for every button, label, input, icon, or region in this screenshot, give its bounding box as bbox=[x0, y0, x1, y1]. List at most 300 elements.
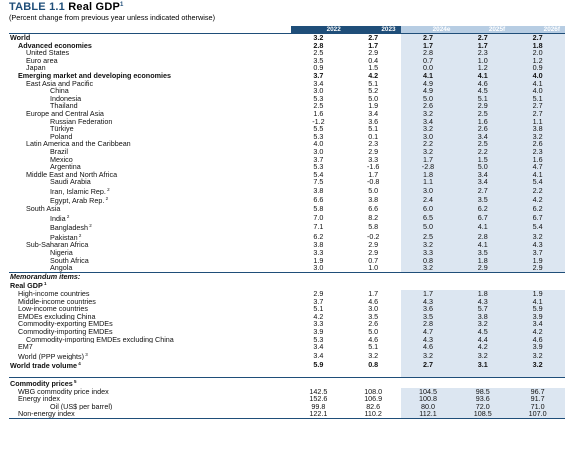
value-cell: 4.6 bbox=[368, 297, 379, 306]
table-row bbox=[9, 213, 565, 223]
value-cell: 5.9 bbox=[313, 360, 324, 370]
row-label bbox=[9, 34, 291, 42]
value-cell: 6.0 bbox=[401, 205, 456, 213]
value-cell: 4.1 bbox=[510, 298, 565, 306]
value-cell: 2.6 bbox=[455, 125, 510, 133]
table-row bbox=[9, 351, 565, 361]
value-cell: 4.3 bbox=[401, 298, 456, 306]
table-row bbox=[9, 249, 565, 257]
value-cell: 2.6 bbox=[510, 140, 565, 148]
value-cell: 2.7 bbox=[455, 186, 510, 196]
value-cell: 3.4 bbox=[455, 178, 510, 186]
value-cell: 5.1 bbox=[368, 125, 379, 133]
value-cell: 2.7 bbox=[401, 34, 456, 42]
value-cell: 108.5 bbox=[455, 410, 510, 418]
table-row bbox=[9, 80, 565, 88]
memo-heading bbox=[9, 272, 565, 280]
value-cell: 3.5 bbox=[401, 313, 456, 321]
table-row bbox=[9, 205, 565, 213]
table-row bbox=[9, 42, 565, 50]
value-cell: 152.6 bbox=[309, 395, 328, 403]
value-cell: 2.8 bbox=[455, 232, 510, 242]
table-row bbox=[9, 34, 565, 42]
row-label bbox=[9, 72, 291, 80]
value-cell: 2.8 bbox=[401, 49, 456, 57]
table-row bbox=[9, 171, 565, 179]
value-cell: 0.4 bbox=[368, 56, 379, 65]
row-label-text: Middle-income countries bbox=[18, 297, 96, 306]
row-label-text: Energy index bbox=[18, 395, 60, 403]
value-cell: 3.4 bbox=[313, 350, 324, 360]
value-cell: 1.8 bbox=[455, 257, 510, 265]
row-label-text: Commodity-importing EMDEs excluding China bbox=[26, 335, 174, 344]
value-cell: 3.2 bbox=[368, 350, 379, 360]
value-cell: 5.0 bbox=[368, 327, 379, 336]
table-row bbox=[9, 64, 565, 72]
value-cell: 1.5 bbox=[368, 64, 379, 72]
row-label-text: Euro area bbox=[26, 56, 58, 65]
value-cell: 1.0 bbox=[368, 264, 379, 273]
value-cell: 2.6 bbox=[401, 102, 456, 110]
value-cell: 2.5 bbox=[455, 110, 510, 118]
row-label bbox=[9, 133, 291, 141]
row-label bbox=[9, 257, 291, 265]
row-label bbox=[9, 313, 291, 321]
value-cell: 4.1 bbox=[510, 171, 565, 179]
footnote-marker: 1 bbox=[42, 281, 47, 287]
value-cell: 6.7 bbox=[510, 213, 565, 223]
value-cell: 3.2 bbox=[455, 320, 510, 328]
value-cell: 2.7 bbox=[455, 34, 510, 42]
value-cell: 1.6 bbox=[313, 109, 324, 118]
row-label bbox=[9, 171, 291, 179]
value-cell: 91.7 bbox=[510, 395, 565, 403]
value-cell: 3.1 bbox=[455, 360, 510, 370]
row-label bbox=[9, 351, 291, 361]
value-cell: 5.8 bbox=[368, 222, 379, 232]
value-cell: -0.8 bbox=[367, 178, 380, 186]
table-row bbox=[9, 72, 565, 80]
header-row bbox=[9, 26, 565, 34]
value-cell: 8.2 bbox=[368, 212, 379, 222]
row-label-text: South Africa bbox=[50, 256, 89, 265]
row-label-text: World bbox=[10, 33, 31, 42]
value-cell: 3.9 bbox=[313, 327, 324, 336]
value-cell: 4.3 bbox=[510, 241, 565, 249]
table-title-text: Real GDP bbox=[68, 1, 120, 13]
row-label bbox=[9, 57, 291, 65]
table-row bbox=[9, 257, 565, 265]
value-cell: 3.9 bbox=[510, 343, 565, 351]
value-cell: 4.2 bbox=[510, 195, 565, 205]
value-cell: 3.0 bbox=[313, 147, 324, 156]
value-cell: 5.1 bbox=[455, 95, 510, 103]
value-cell: 3.2 bbox=[510, 360, 565, 370]
value-cell: 98.5 bbox=[455, 388, 510, 396]
value-cell: 104.5 bbox=[401, 388, 456, 396]
column-header: 2024e bbox=[401, 26, 456, 34]
value-cell: 1.5 bbox=[455, 156, 510, 164]
value-cell: 7.1 bbox=[313, 222, 324, 232]
value-cell: 7.5 bbox=[313, 178, 324, 186]
row-label-text: United States bbox=[26, 49, 70, 57]
row-label-text: Nigeria bbox=[50, 249, 73, 257]
value-cell: 3.4 bbox=[368, 109, 379, 118]
value-cell: 1.0 bbox=[455, 57, 510, 65]
value-cell: 5.1 bbox=[368, 343, 379, 351]
commodity-heading-text: Commodity prices bbox=[10, 378, 73, 388]
value-cell: 1.8 bbox=[401, 171, 456, 179]
table-row bbox=[9, 328, 565, 336]
table-row bbox=[9, 222, 565, 232]
value-cell: 3.4 bbox=[401, 118, 456, 126]
value-cell: 2.8 bbox=[313, 41, 324, 50]
value-cell: 3.7 bbox=[313, 71, 324, 80]
footnote-marker: 3 bbox=[84, 351, 88, 357]
row-label-text: Egypt, Arab Rep. bbox=[50, 196, 105, 206]
table-row bbox=[9, 118, 565, 126]
spacer-row bbox=[9, 370, 565, 378]
table-row bbox=[9, 232, 565, 242]
value-cell: 3.5 bbox=[455, 249, 510, 257]
value-cell: 5.3 bbox=[313, 132, 324, 141]
value-cell: 2.2 bbox=[455, 148, 510, 156]
value-cell: -2.8 bbox=[401, 163, 456, 171]
value-cell: 5.9 bbox=[510, 305, 565, 313]
value-cell: 4.2 bbox=[510, 328, 565, 336]
value-cell: 4.6 bbox=[401, 343, 456, 351]
value-cell: 3.8 bbox=[510, 125, 565, 133]
value-cell: 3.4 bbox=[313, 79, 324, 88]
row-label-text: Commodity-exporting EMDEs bbox=[18, 320, 113, 328]
row-label-text: Pakistan bbox=[50, 232, 78, 242]
value-cell: 3.3 bbox=[401, 249, 456, 257]
row-label-text: India bbox=[50, 213, 66, 223]
value-cell: 4.2 bbox=[313, 312, 324, 321]
row-label-text: Emerging market and developing economies bbox=[18, 71, 171, 80]
value-cell: 1.9 bbox=[510, 290, 565, 298]
row-label-text: Argentina bbox=[50, 163, 81, 171]
row-label bbox=[9, 87, 291, 95]
footnote-marker: 2 bbox=[65, 213, 70, 219]
value-cell: 2.9 bbox=[455, 264, 510, 272]
value-cell: 2.5 bbox=[455, 140, 510, 148]
value-cell: 0.8 bbox=[368, 360, 379, 370]
row-label-text: Iran, Islamic Rep. bbox=[50, 186, 106, 196]
row-label-text: Indonesia bbox=[50, 94, 82, 103]
value-cell: 3.3 bbox=[313, 249, 324, 257]
table-row bbox=[9, 360, 565, 370]
value-cell: 5.3 bbox=[313, 335, 324, 344]
table-row bbox=[9, 186, 565, 196]
value-cell: 4.7 bbox=[401, 328, 456, 336]
value-cell: 82.6 bbox=[366, 402, 381, 411]
value-cell: 3.3 bbox=[368, 155, 379, 164]
table-row bbox=[9, 163, 565, 171]
value-cell: 6.2 bbox=[455, 205, 510, 213]
value-cell: 122.1 bbox=[291, 410, 346, 418]
row-label-text: Thailand bbox=[50, 102, 78, 110]
value-cell: 110.2 bbox=[346, 410, 401, 418]
value-cell: 1.8 bbox=[510, 42, 565, 50]
title-footnote: 1 bbox=[120, 2, 124, 8]
row-label bbox=[9, 156, 291, 164]
row-label-text: East Asia and Pacific bbox=[26, 79, 94, 88]
row-label-text: Europe and Central Asia bbox=[26, 109, 104, 118]
value-cell: 3.8 bbox=[368, 195, 379, 205]
value-cell: 1.7 bbox=[368, 41, 379, 50]
row-label bbox=[9, 403, 291, 411]
value-cell: 2.9 bbox=[368, 49, 379, 57]
row-label bbox=[9, 241, 291, 249]
value-cell: 4.7 bbox=[510, 163, 565, 171]
row-label bbox=[9, 305, 291, 313]
value-cell: 3.8 bbox=[313, 241, 324, 250]
value-cell: 2.7 bbox=[346, 34, 401, 42]
value-cell: 3.7 bbox=[510, 249, 565, 257]
value-cell: 5.4 bbox=[510, 222, 565, 232]
value-cell: 0.7 bbox=[368, 256, 379, 265]
value-cell: 4.9 bbox=[401, 80, 456, 88]
value-cell: 4.1 bbox=[401, 72, 456, 80]
value-cell: 3.0 bbox=[401, 133, 456, 141]
value-cell: 1.6 bbox=[510, 156, 565, 164]
value-cell: 4.2 bbox=[368, 71, 379, 80]
value-cell: 4.0 bbox=[510, 87, 565, 95]
row-label bbox=[9, 328, 291, 336]
table-row bbox=[9, 148, 565, 156]
value-cell: 6.5 bbox=[401, 213, 456, 223]
footnote-marker: 5 bbox=[72, 378, 77, 384]
value-cell: 3.2 bbox=[401, 241, 456, 249]
row-label-text: Sub-Saharan Africa bbox=[26, 241, 89, 250]
value-cell: 2.9 bbox=[368, 249, 379, 257]
value-cell: 4.3 bbox=[455, 298, 510, 306]
row-label-text: EM7 bbox=[18, 343, 33, 351]
table-row bbox=[9, 403, 565, 411]
table-row bbox=[9, 178, 565, 186]
column-header: 2022 bbox=[291, 26, 346, 34]
row-label-text: World (PPP weights) bbox=[18, 351, 85, 361]
value-cell: 5.3 bbox=[313, 94, 324, 103]
value-cell: 99.8 bbox=[311, 402, 326, 411]
value-cell: -1.6 bbox=[367, 163, 380, 171]
value-cell: 1.8 bbox=[455, 290, 510, 298]
value-cell: 4.5 bbox=[455, 87, 510, 95]
value-cell: 2.8 bbox=[401, 320, 456, 328]
value-cell: 1.7 bbox=[368, 290, 379, 298]
value-cell: 2.2 bbox=[510, 186, 565, 196]
value-cell: 96.7 bbox=[510, 388, 565, 396]
row-label bbox=[9, 343, 291, 351]
row-label-text: Saudi Arabia bbox=[50, 178, 91, 186]
table-row bbox=[9, 125, 565, 133]
value-cell: 1.7 bbox=[368, 170, 379, 179]
row-label bbox=[9, 102, 291, 110]
value-cell: 2.3 bbox=[455, 49, 510, 57]
value-cell: 1.7 bbox=[455, 42, 510, 50]
value-cell: 5.1 bbox=[510, 95, 565, 103]
row-label bbox=[9, 110, 291, 118]
value-cell: 1.2 bbox=[455, 64, 510, 72]
row-label-text: Brazil bbox=[50, 147, 68, 156]
row-label-text: Commodity-importing EMDEs bbox=[18, 327, 113, 336]
row-label bbox=[9, 410, 291, 418]
value-cell: 1.7 bbox=[401, 290, 456, 298]
value-cell: -1.2 bbox=[312, 117, 325, 126]
value-cell: 1.9 bbox=[368, 102, 379, 110]
column-header: 2026f bbox=[510, 26, 565, 34]
row-label bbox=[9, 118, 291, 126]
value-cell: 4.0 bbox=[313, 140, 324, 148]
row-label-text: Middle East and North Africa bbox=[26, 170, 118, 179]
value-cell: 3.2 bbox=[510, 351, 565, 361]
value-cell: 4.0 bbox=[510, 72, 565, 80]
value-cell: 3.4 bbox=[455, 171, 510, 179]
row-label bbox=[9, 336, 291, 344]
value-cell: 5.0 bbox=[401, 95, 456, 103]
value-cell: 3.4 bbox=[455, 133, 510, 141]
table-subtitle: (Percent change from previous year unless indicated otherwise) bbox=[9, 13, 216, 22]
row-label-text: Mexico bbox=[50, 155, 73, 164]
value-cell: 3.0 bbox=[368, 305, 379, 313]
table-row bbox=[9, 57, 565, 65]
table-row bbox=[9, 133, 565, 141]
value-cell: 2.9 bbox=[313, 290, 324, 298]
table-row bbox=[9, 320, 565, 328]
value-cell: 6.6 bbox=[313, 195, 324, 205]
row-label-text: World trade volume bbox=[10, 361, 77, 370]
value-cell: 1.1 bbox=[510, 118, 565, 126]
gdp-table bbox=[9, 26, 565, 419]
row-label-text: Non-energy index bbox=[18, 410, 75, 419]
value-cell: 3.9 bbox=[510, 313, 565, 321]
row-label-text: High-income countries bbox=[18, 290, 90, 298]
value-cell: 71.0 bbox=[510, 403, 565, 411]
value-cell: 3.5 bbox=[368, 312, 379, 321]
table-row bbox=[9, 49, 565, 57]
table-row bbox=[9, 336, 565, 344]
value-cell: 4.1 bbox=[510, 80, 565, 88]
value-cell: 0.0 bbox=[401, 64, 456, 72]
row-label bbox=[9, 290, 291, 298]
value-cell: 3.2 bbox=[401, 148, 456, 156]
table-row bbox=[9, 156, 565, 164]
value-cell: 93.6 bbox=[455, 395, 510, 403]
value-cell: 142.5 bbox=[309, 387, 328, 396]
footnote-marker: 2 bbox=[104, 196, 109, 202]
value-cell: 5.0 bbox=[368, 185, 379, 195]
value-cell: 2.7 bbox=[401, 360, 456, 370]
value-cell: 3.8 bbox=[455, 313, 510, 321]
value-cell: 2.7 bbox=[510, 110, 565, 118]
value-cell: 6.2 bbox=[313, 231, 324, 241]
row-label bbox=[9, 163, 291, 171]
value-cell: 3.2 bbox=[401, 351, 456, 361]
value-cell: 5.7 bbox=[455, 305, 510, 313]
value-cell: 2.5 bbox=[401, 232, 456, 242]
value-cell: 1.2 bbox=[510, 57, 565, 65]
row-label bbox=[9, 388, 291, 396]
table-row bbox=[9, 343, 565, 351]
header-blank bbox=[9, 26, 291, 34]
value-cell: 4.3 bbox=[401, 336, 456, 344]
footnote-marker: 4 bbox=[76, 361, 81, 367]
table-row bbox=[9, 388, 565, 396]
value-cell: 0.9 bbox=[510, 64, 565, 72]
table-row bbox=[9, 313, 565, 321]
memo-subheading-text: Real GDP bbox=[10, 281, 43, 290]
row-label bbox=[9, 320, 291, 328]
value-cell: 2.3 bbox=[368, 140, 379, 148]
table-row bbox=[9, 395, 565, 403]
value-cell: 5.8 bbox=[313, 205, 324, 213]
value-cell: 1.9 bbox=[510, 257, 565, 265]
row-label bbox=[9, 395, 291, 403]
value-cell: 2.9 bbox=[510, 264, 565, 272]
value-cell: 4.1 bbox=[455, 241, 510, 249]
value-cell: 5.4 bbox=[313, 170, 324, 179]
row-label bbox=[9, 140, 291, 148]
row-label bbox=[9, 249, 291, 257]
value-cell: 3.6 bbox=[368, 117, 379, 126]
row-label bbox=[9, 222, 291, 232]
row-label-text: Bangladesh bbox=[50, 223, 88, 232]
table-row bbox=[9, 410, 565, 418]
value-cell: 4.6 bbox=[455, 80, 510, 88]
value-cell: 2.0 bbox=[510, 49, 565, 57]
value-cell: 5.0 bbox=[368, 94, 379, 103]
value-cell: 4.9 bbox=[401, 87, 456, 95]
value-cell: 72.0 bbox=[455, 403, 510, 411]
value-cell: 3.3 bbox=[313, 320, 324, 328]
value-cell: 7.0 bbox=[313, 212, 324, 222]
value-cell: 3.4 bbox=[510, 320, 565, 328]
value-cell: 3.7 bbox=[313, 297, 324, 306]
value-cell: 3.5 bbox=[455, 195, 510, 205]
row-label-text: EMDEs excluding China bbox=[18, 312, 96, 321]
value-cell: 6.2 bbox=[510, 205, 565, 213]
value-cell: 3.2 bbox=[401, 125, 456, 133]
value-cell: 0.9 bbox=[313, 64, 324, 72]
table-row bbox=[9, 140, 565, 148]
value-cell: 1.6 bbox=[455, 118, 510, 126]
value-cell: 2.3 bbox=[510, 148, 565, 156]
row-label-text: Low-income countries bbox=[18, 305, 88, 313]
row-label bbox=[9, 64, 291, 72]
table-row bbox=[9, 195, 565, 205]
table-row bbox=[9, 290, 565, 298]
row-label bbox=[9, 195, 291, 205]
commodity-heading bbox=[9, 377, 565, 387]
row-label-text: Poland bbox=[50, 132, 73, 141]
value-cell: 107.0 bbox=[510, 410, 565, 418]
row-label bbox=[9, 186, 291, 196]
table-row bbox=[9, 298, 565, 306]
row-label bbox=[9, 80, 291, 88]
table-label: TABLE 1.1 bbox=[9, 1, 65, 13]
value-cell: 2.7 bbox=[510, 34, 565, 42]
row-label bbox=[9, 298, 291, 306]
value-cell: 4.1 bbox=[455, 72, 510, 80]
value-cell: 4.4 bbox=[455, 336, 510, 344]
value-cell: 3.2 bbox=[401, 110, 456, 118]
value-cell: 3.2 bbox=[510, 133, 565, 141]
table-row bbox=[9, 102, 565, 110]
table-row bbox=[9, 241, 565, 249]
value-cell: 5.5 bbox=[313, 125, 324, 133]
value-cell: 2.5 bbox=[313, 49, 324, 57]
